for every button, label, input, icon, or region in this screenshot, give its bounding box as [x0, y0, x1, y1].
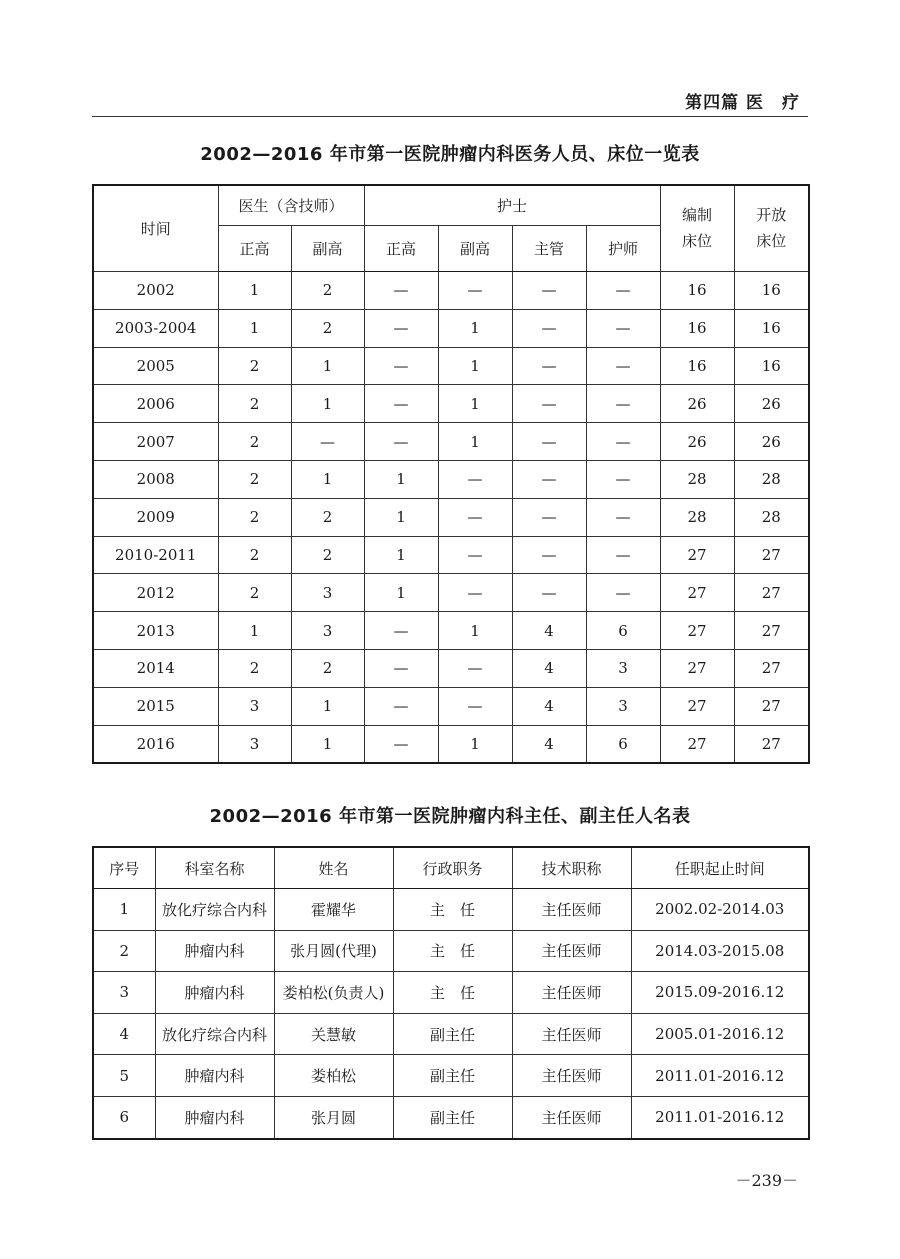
table-cell: —: [512, 309, 586, 347]
table-cell: 4: [512, 612, 586, 650]
section-header: 第四篇 医 疗: [685, 93, 800, 113]
table-cell: 27: [660, 687, 734, 725]
table-row: [93, 687, 809, 725]
table-cell: 1: [438, 347, 512, 385]
staff-table-title: 2002—2016 年市第一医院肿瘤内科医务人员、床位一览表: [200, 144, 700, 165]
table-cell: 2: [291, 272, 364, 310]
table-cell: 6: [586, 725, 660, 763]
table-cell: 娄柏松(负责人): [274, 972, 393, 1014]
table-cell: 2003-2004: [93, 309, 218, 347]
column-header: 序号: [93, 847, 155, 889]
table-cell: —: [438, 574, 512, 612]
header-time: 时间: [93, 185, 218, 272]
table-cell: 27: [734, 574, 809, 612]
table-row: [93, 460, 809, 498]
table-cell: 4: [93, 1013, 155, 1055]
table-cell: 娄柏松: [274, 1055, 393, 1097]
table-cell: 2011.01-2016.12: [631, 1055, 809, 1097]
table-row: [93, 725, 809, 763]
table-cell: 1: [218, 309, 291, 347]
table-cell: 2012: [93, 574, 218, 612]
header-rule: [92, 116, 808, 117]
table-cell: 2005: [93, 347, 218, 385]
table-cell: 2: [93, 930, 155, 972]
table-cell: 1: [291, 347, 364, 385]
table-cell: 3: [218, 725, 291, 763]
table-cell: —: [364, 649, 438, 687]
table-cell: 张月圆(代理): [274, 930, 393, 972]
table-cell: —: [586, 272, 660, 310]
table-row: [93, 1055, 809, 1097]
table-cell: 2006: [93, 385, 218, 423]
table-cell: 27: [660, 649, 734, 687]
table-cell: 2: [291, 536, 364, 574]
table-row: [93, 272, 809, 310]
table-cell: 2: [218, 423, 291, 461]
table-cell: 2015.09-2016.12: [631, 972, 809, 1014]
table-cell: 放化疗综合内科: [155, 889, 274, 931]
table-cell: 3: [291, 612, 364, 650]
column-header: 科室名称: [155, 847, 274, 889]
table-row: [93, 574, 809, 612]
table-cell: 主 任: [393, 972, 512, 1014]
column-header: 行政职务: [393, 847, 512, 889]
column-header: 技术职称: [512, 847, 631, 889]
table-cell: —: [586, 423, 660, 461]
table-cell: —: [438, 272, 512, 310]
table-cell: 2005.01-2016.12: [631, 1013, 809, 1055]
table-cell: 2014: [93, 649, 218, 687]
table-cell: —: [438, 498, 512, 536]
table-row: [93, 889, 809, 931]
header-doctor-group: 医生（含技师）: [218, 185, 364, 226]
table-cell: 1: [438, 385, 512, 423]
table-cell: 6: [93, 1096, 155, 1138]
table-cell: 2: [291, 498, 364, 536]
director-table: [92, 846, 810, 1140]
table-cell: 主 任: [393, 889, 512, 931]
table-cell: 16: [660, 309, 734, 347]
table-cell: —: [364, 612, 438, 650]
table-cell: 1: [438, 612, 512, 650]
table-cell: —: [586, 498, 660, 536]
table-cell: 3: [586, 649, 660, 687]
table-cell: 28: [734, 460, 809, 498]
table-cell: 关慧敏: [274, 1013, 393, 1055]
table-cell: —: [512, 347, 586, 385]
table-cell: 1: [218, 272, 291, 310]
table-cell: —: [586, 309, 660, 347]
table-cell: 1: [364, 460, 438, 498]
table-cell: 26: [660, 423, 734, 461]
table-cell: 2013: [93, 612, 218, 650]
table-row: [93, 423, 809, 461]
table-cell: 主任医师: [512, 889, 631, 931]
table-cell: 27: [660, 725, 734, 763]
table-cell: —: [586, 385, 660, 423]
table-cell: 1: [364, 498, 438, 536]
header-doctor-senior: 正高: [218, 226, 291, 272]
table-cell: 肿瘤内科: [155, 1096, 274, 1138]
table-row: [93, 649, 809, 687]
table-cell: 6: [586, 612, 660, 650]
table-cell: 副主任: [393, 1096, 512, 1138]
header-open-beds: 开放 床位: [734, 185, 809, 272]
table-cell: 27: [660, 574, 734, 612]
table-cell: —: [438, 649, 512, 687]
table-cell: —: [364, 423, 438, 461]
table-cell: 1: [291, 385, 364, 423]
staff-beds-table: [92, 184, 810, 764]
table-cell: 2011.01-2016.12: [631, 1096, 809, 1138]
table-cell: 27: [734, 725, 809, 763]
table-cell: 26: [734, 423, 809, 461]
table-cell: —: [438, 536, 512, 574]
table-cell: 4: [512, 649, 586, 687]
table-cell: 2002: [93, 272, 218, 310]
table-row: [93, 347, 809, 385]
table-cell: 16: [660, 347, 734, 385]
table-cell: 2007: [93, 423, 218, 461]
column-header: 任职起止时间: [631, 847, 809, 889]
table-cell: 4: [512, 687, 586, 725]
table-cell: 16: [660, 272, 734, 310]
table-cell: —: [512, 272, 586, 310]
table-cell: 主 任: [393, 930, 512, 972]
page-number: －239－: [735, 1171, 798, 1190]
table-row: [93, 498, 809, 536]
table-row: [93, 1013, 809, 1055]
header-nurse-practitioner: 护师: [586, 226, 660, 272]
table-row: [93, 612, 809, 650]
header-nurse-vice: 副高: [438, 226, 512, 272]
table-cell: —: [438, 687, 512, 725]
table-row: [93, 930, 809, 972]
table-row: [93, 536, 809, 574]
table-cell: 2: [218, 574, 291, 612]
table-cell: 肿瘤内科: [155, 972, 274, 1014]
table-cell: 张月圆: [274, 1096, 393, 1138]
table-cell: 4: [512, 725, 586, 763]
table-cell: 肿瘤内科: [155, 1055, 274, 1097]
header-nurse-senior: 正高: [364, 226, 438, 272]
table-cell: —: [586, 460, 660, 498]
table-row: [93, 1096, 809, 1138]
table-cell: 1: [438, 309, 512, 347]
table-cell: 2016: [93, 725, 218, 763]
header-planned-beds: 编制 床位: [660, 185, 734, 272]
table-cell: 副主任: [393, 1055, 512, 1097]
table-cell: 主任医师: [512, 1096, 631, 1138]
table-cell: —: [586, 347, 660, 385]
table-cell: 5: [93, 1055, 155, 1097]
table-cell: 3: [291, 574, 364, 612]
table-cell: —: [364, 725, 438, 763]
table-row: [93, 972, 809, 1014]
header-nurse-group: 护士: [364, 185, 660, 226]
table-cell: 2: [218, 347, 291, 385]
table-cell: 主任医师: [512, 930, 631, 972]
table-cell: 1: [291, 687, 364, 725]
table-cell: 2: [291, 649, 364, 687]
table-cell: —: [364, 687, 438, 725]
table-cell: 1: [364, 574, 438, 612]
table-cell: —: [512, 385, 586, 423]
table-cell: 2014.03-2015.08: [631, 930, 809, 972]
table-cell: —: [586, 536, 660, 574]
table-cell: —: [364, 385, 438, 423]
header-nurse-charge: 主管: [512, 226, 586, 272]
table-row: [93, 309, 809, 347]
table-cell: 2: [218, 536, 291, 574]
table-cell: 2009: [93, 498, 218, 536]
table-cell: 1: [438, 423, 512, 461]
table-cell: —: [291, 423, 364, 461]
table-cell: 26: [660, 385, 734, 423]
table-cell: 放化疗综合内科: [155, 1013, 274, 1055]
table-cell: —: [586, 574, 660, 612]
table-cell: 16: [734, 347, 809, 385]
table-cell: —: [512, 498, 586, 536]
table-cell: 27: [660, 612, 734, 650]
table-cell: —: [364, 347, 438, 385]
table-cell: 1: [218, 612, 291, 650]
column-header: 姓名: [274, 847, 393, 889]
table-cell: 主任医师: [512, 972, 631, 1014]
table-cell: 28: [660, 498, 734, 536]
table-cell: —: [512, 536, 586, 574]
table-cell: 2: [218, 460, 291, 498]
table-cell: 2: [218, 498, 291, 536]
table-cell: 1: [291, 460, 364, 498]
table-cell: 副主任: [393, 1013, 512, 1055]
table-cell: 霍耀华: [274, 889, 393, 931]
table-cell: 1: [291, 725, 364, 763]
table-cell: 16: [734, 309, 809, 347]
table-cell: 26: [734, 385, 809, 423]
table-cell: 2010-2011: [93, 536, 218, 574]
table-cell: —: [512, 574, 586, 612]
table-cell: —: [438, 460, 512, 498]
table-cell: 2: [291, 309, 364, 347]
table-cell: 1: [93, 889, 155, 931]
table-cell: —: [512, 460, 586, 498]
table-cell: 2002.02-2014.03: [631, 889, 809, 931]
table-cell: 27: [660, 536, 734, 574]
table-cell: 主任医师: [512, 1055, 631, 1097]
director-table-title: 2002—2016 年市第一医院肿瘤内科主任、副主任人名表: [209, 806, 691, 827]
table-cell: 3: [218, 687, 291, 725]
table-cell: 3: [586, 687, 660, 725]
table-cell: 27: [734, 536, 809, 574]
table-cell: 2: [218, 649, 291, 687]
table-cell: 1: [364, 536, 438, 574]
table-cell: —: [364, 309, 438, 347]
table-cell: 主任医师: [512, 1013, 631, 1055]
table-cell: 肿瘤内科: [155, 930, 274, 972]
table-cell: 2: [218, 385, 291, 423]
table-cell: —: [512, 423, 586, 461]
table-cell: —: [364, 272, 438, 310]
table-cell: 28: [660, 460, 734, 498]
table-row: [93, 385, 809, 423]
table-cell: 16: [734, 272, 809, 310]
table-cell: 2008: [93, 460, 218, 498]
table-cell: 27: [734, 687, 809, 725]
table-cell: 27: [734, 612, 809, 650]
table-cell: 2015: [93, 687, 218, 725]
table-cell: 28: [734, 498, 809, 536]
header-doctor-vice: 副高: [291, 226, 364, 272]
table-cell: 3: [93, 972, 155, 1014]
table-cell: 27: [734, 649, 809, 687]
table-cell: 1: [438, 725, 512, 763]
